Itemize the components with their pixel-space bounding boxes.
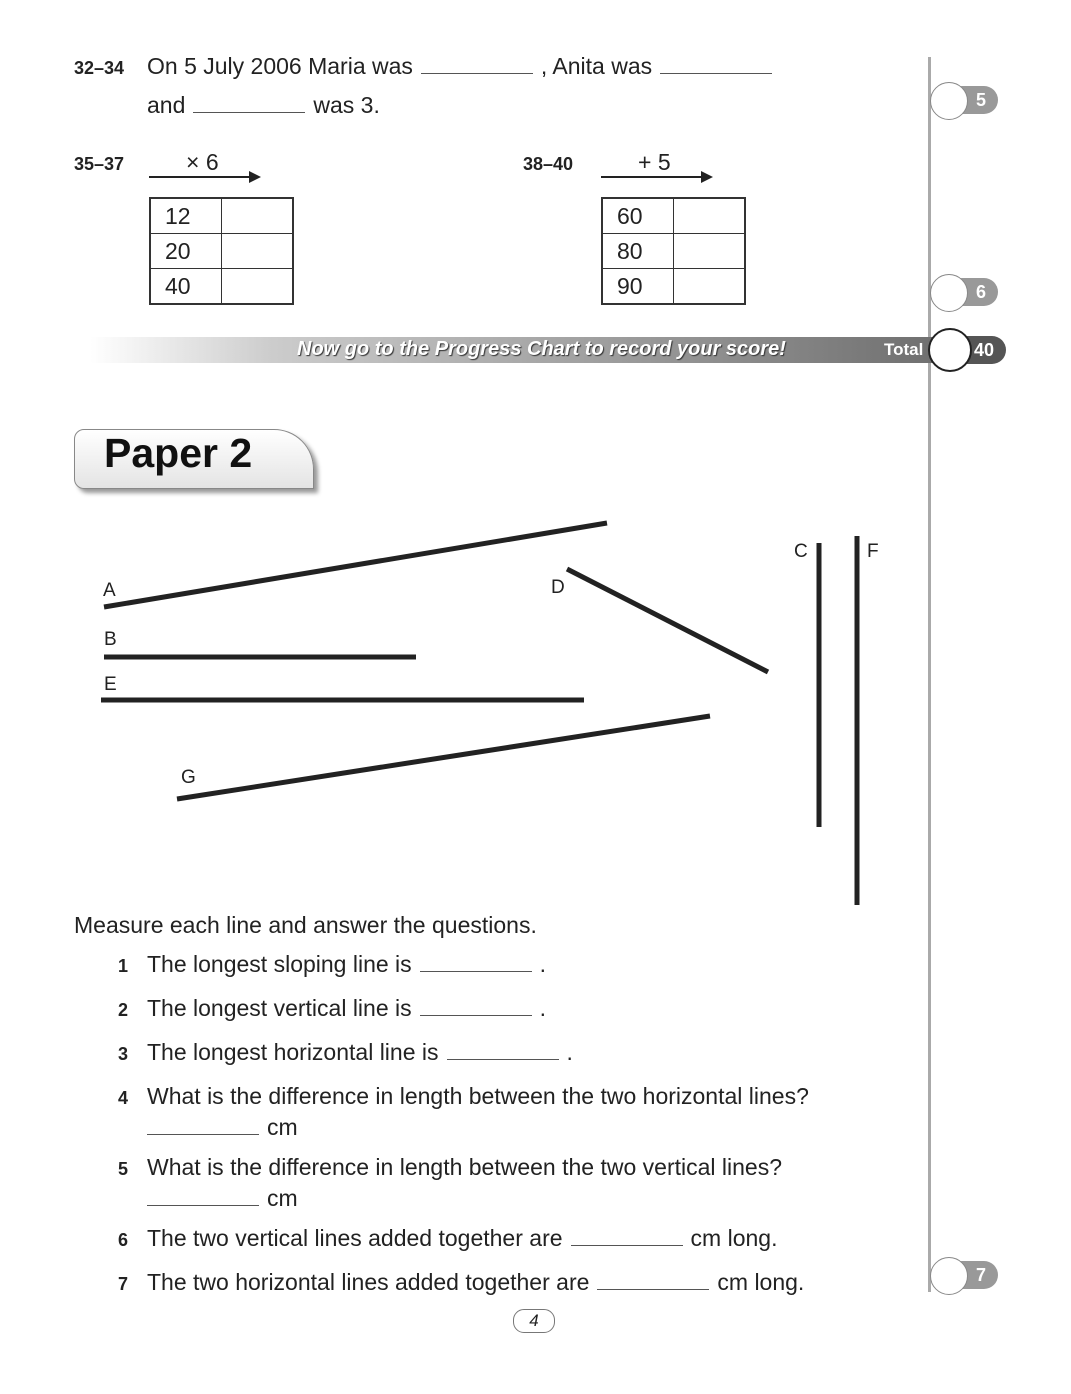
- input-cell: 60: [602, 198, 674, 234]
- question-number: 4: [118, 1088, 129, 1108]
- operation-label: × 6: [186, 149, 219, 175]
- banner-text: Now go to the Progress Chart to record your score!: [297, 338, 786, 360]
- score-circle[interactable]: [930, 1257, 968, 1295]
- question-1: [147, 951, 546, 978]
- question-number: 1: [118, 956, 129, 976]
- question-text: The longest sloping line is: [147, 951, 412, 977]
- question-text: was 3.: [313, 92, 380, 118]
- total-max: 40: [973, 340, 994, 360]
- question-text: , Anita was: [540, 53, 653, 79]
- question-text: The two horizontal lines added together are: [147, 1269, 590, 1295]
- question-6: [147, 1225, 777, 1252]
- question-2: [147, 995, 546, 1022]
- operation-label: + 5: [638, 149, 671, 175]
- input-cell: 80: [602, 234, 674, 269]
- question-end: .: [539, 951, 547, 977]
- answer-blank[interactable]: [420, 970, 532, 972]
- question-number: 32–34: [74, 58, 125, 78]
- line-a: [104, 523, 607, 607]
- question-number: 35–37: [74, 154, 125, 174]
- total-label: Total: [884, 340, 924, 359]
- score-max: 5: [975, 90, 986, 110]
- input-cell: 20: [150, 234, 222, 269]
- question-5-answer: [147, 1185, 298, 1212]
- answer-blank[interactable]: [147, 1133, 259, 1135]
- question-text: On 5 July 2006 Maria was: [147, 53, 413, 79]
- line-label-a: A: [103, 580, 116, 601]
- unit-label: cm: [267, 1114, 298, 1140]
- question-text: and: [147, 92, 186, 118]
- question-end: .: [539, 995, 547, 1021]
- line-label-c: C: [794, 541, 808, 562]
- line-d: [567, 569, 768, 672]
- question-end: .: [566, 1039, 573, 1065]
- line-label-f: F: [867, 541, 879, 562]
- question-4-answer: [147, 1114, 298, 1141]
- question-end: cm long.: [690, 1225, 778, 1251]
- question-number: 2: [118, 1000, 129, 1020]
- page-number: 4: [513, 1309, 555, 1333]
- answer-blank[interactable]: [597, 1288, 709, 1290]
- unit-label: cm: [267, 1185, 298, 1211]
- question-number: 5: [118, 1159, 129, 1179]
- score-max: 7: [975, 1265, 986, 1285]
- question-end: cm long.: [717, 1269, 805, 1295]
- input-cell: 40: [150, 269, 222, 305]
- question-4-text: What is the difference in length between the two horizontal lines?: [147, 1083, 809, 1109]
- question-number: 6: [118, 1230, 129, 1250]
- line-label-g: G: [181, 767, 196, 788]
- line-label-e: E: [104, 674, 117, 695]
- line-label-d: D: [551, 577, 565, 598]
- answer-blank[interactable]: [571, 1244, 683, 1246]
- instructions: Measure each line and answer the questions.: [74, 912, 537, 938]
- question-7: [147, 1269, 804, 1296]
- question-text: The longest vertical line is: [147, 995, 412, 1021]
- answer-blank[interactable]: [420, 1014, 532, 1016]
- input-cell: 12: [150, 198, 222, 234]
- question-text: The two vertical lines added together are: [147, 1225, 563, 1251]
- score-max: 6: [975, 282, 986, 302]
- question-number: 3: [118, 1044, 129, 1064]
- question-number: 7: [118, 1274, 129, 1294]
- line-label-b: B: [104, 629, 117, 650]
- answer-blank[interactable]: [447, 1058, 559, 1060]
- question-5-text: What is the difference in length between the two vertical lines?: [147, 1154, 782, 1180]
- line-g: [177, 716, 710, 799]
- question-text: The longest horizontal line is: [147, 1039, 439, 1065]
- paper-title: Paper 2: [104, 430, 253, 476]
- question-3: [147, 1039, 573, 1066]
- input-cell: 90: [602, 269, 674, 305]
- answer-blank[interactable]: [147, 1204, 259, 1206]
- question-number: 38–40: [523, 154, 574, 174]
